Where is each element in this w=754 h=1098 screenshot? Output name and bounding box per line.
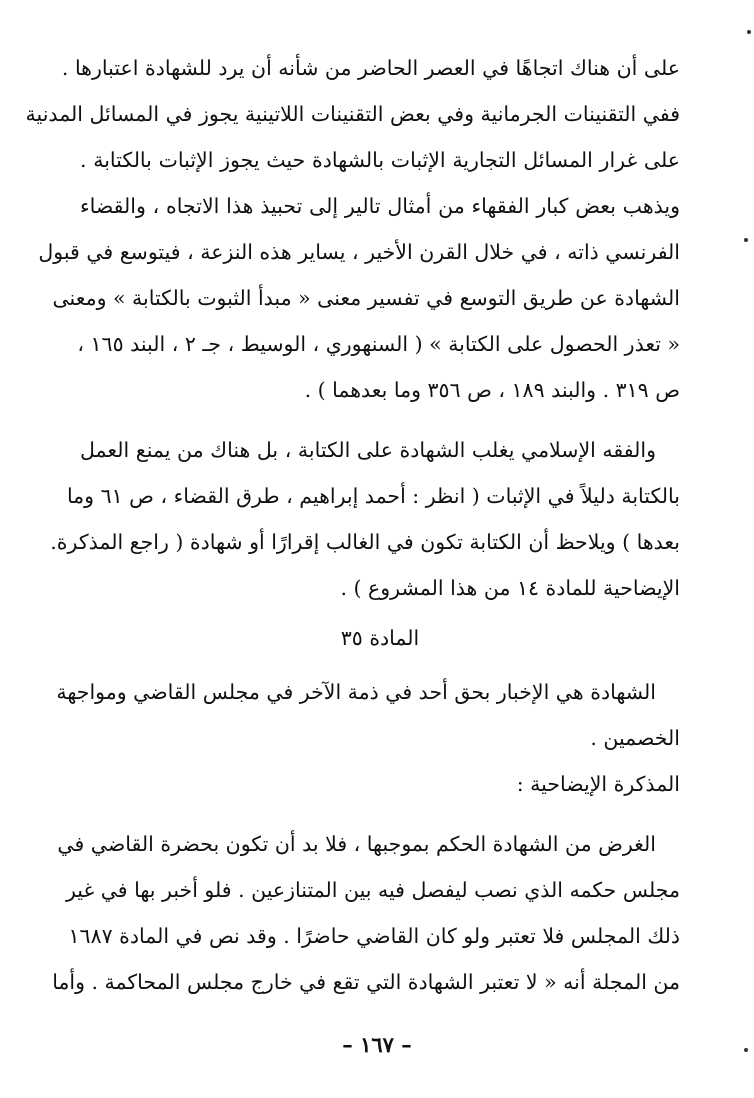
- article-text: [56, 669, 680, 761]
- text-line: الخصمين .: [590, 726, 680, 750]
- page-content: [25, 45, 680, 1005]
- text-line: بعدها ) ويلاحظ أن الكتابة تكون في الغالب إقرارًا أو شهادة ( راجع المذكرة.: [50, 530, 680, 554]
- text-line: الشهادة هي الإخبار بحق أحد في ذمة الآخر في مجلس القاضي ومواجهة: [56, 680, 656, 704]
- margin-dot: [747, 30, 751, 34]
- text-line: ص ٣١٩ . والبند ١٨٩ ، ص ٣٥٦ وما بعدهما ) .: [304, 378, 680, 402]
- text-line: الغرض من الشهادة الحكم بموجبها ، فلا بد أن تكون بحضرة القاضي في: [57, 832, 656, 856]
- text-line: من المجلة أنه « لا تعتبر الشهادة التي تقع في خارج مجلس المحاكمة . وأما: [52, 970, 680, 994]
- text-line: الفرنسي ذاته ، في خلال القرن الأخير ، يساير هذه النزعة ، فيتوسع في قبول: [38, 240, 680, 264]
- text-line: ويذهب بعض كبار الفقهاء من أمثال تالير إلى تحبيذ هذا الاتجاه ، والقضاء: [80, 194, 680, 218]
- text-line: الإيضاحية للمادة ١٤ من هذا المشروع ) .: [340, 576, 680, 600]
- article-heading: المادة ٣٥: [340, 626, 420, 650]
- text-line: ذلك المجلس فلا تعتبر ولو كان القاضي حاضرًا . وقد نص في المادة ١٦٨٧: [68, 924, 680, 948]
- paragraph-2: [50, 427, 680, 611]
- margin-dot: [744, 238, 748, 242]
- text-line: الشهادة عن طريق التوسع في تفسير معنى « مبدأ الثبوت بالكتابة » ومعنى: [52, 286, 680, 310]
- text-line: على غرار المسائل التجارية الإثبات بالشهادة حيث يجوز الإثبات بالكتابة .: [80, 148, 680, 172]
- page-number: – ١٦٧ –: [342, 1032, 412, 1057]
- text-line: على أن هناك اتجاهًا في العصر الحاضر من شأنه أن يرد للشهادة اعتبارها .: [61, 56, 680, 80]
- margin-dot: [744, 1048, 748, 1052]
- paragraph-1: [25, 45, 680, 413]
- text-line: مجلس حكمه الذي نصب ليفصل فيه بين المتنازعين . فلو أخبر بها في غير: [65, 878, 680, 902]
- text-line: بالكتابة دليلاً في الإثبات ( انظر : أحمد إبراهيم ، طرق القضاء ، ص ٦١ وما: [66, 484, 680, 508]
- text-line: والفقه الإسلامي يغلب الشهادة على الكتابة ، بل هناك من يمنع العمل: [80, 438, 656, 462]
- text-line: ففي التقنينات الجرمانية وفي بعض التقنينات اللاتينية يجوز في المسائل المدنية: [25, 102, 680, 126]
- memo-paragraph: [52, 821, 680, 1005]
- text-line: « تعذر الحصول على الكتابة » ( السنهوري ، الوسيط ، جـ ٢ ، البند ١٦٥ ،: [77, 332, 680, 356]
- memo-heading: المذكرة الإيضاحية :: [516, 772, 680, 796]
